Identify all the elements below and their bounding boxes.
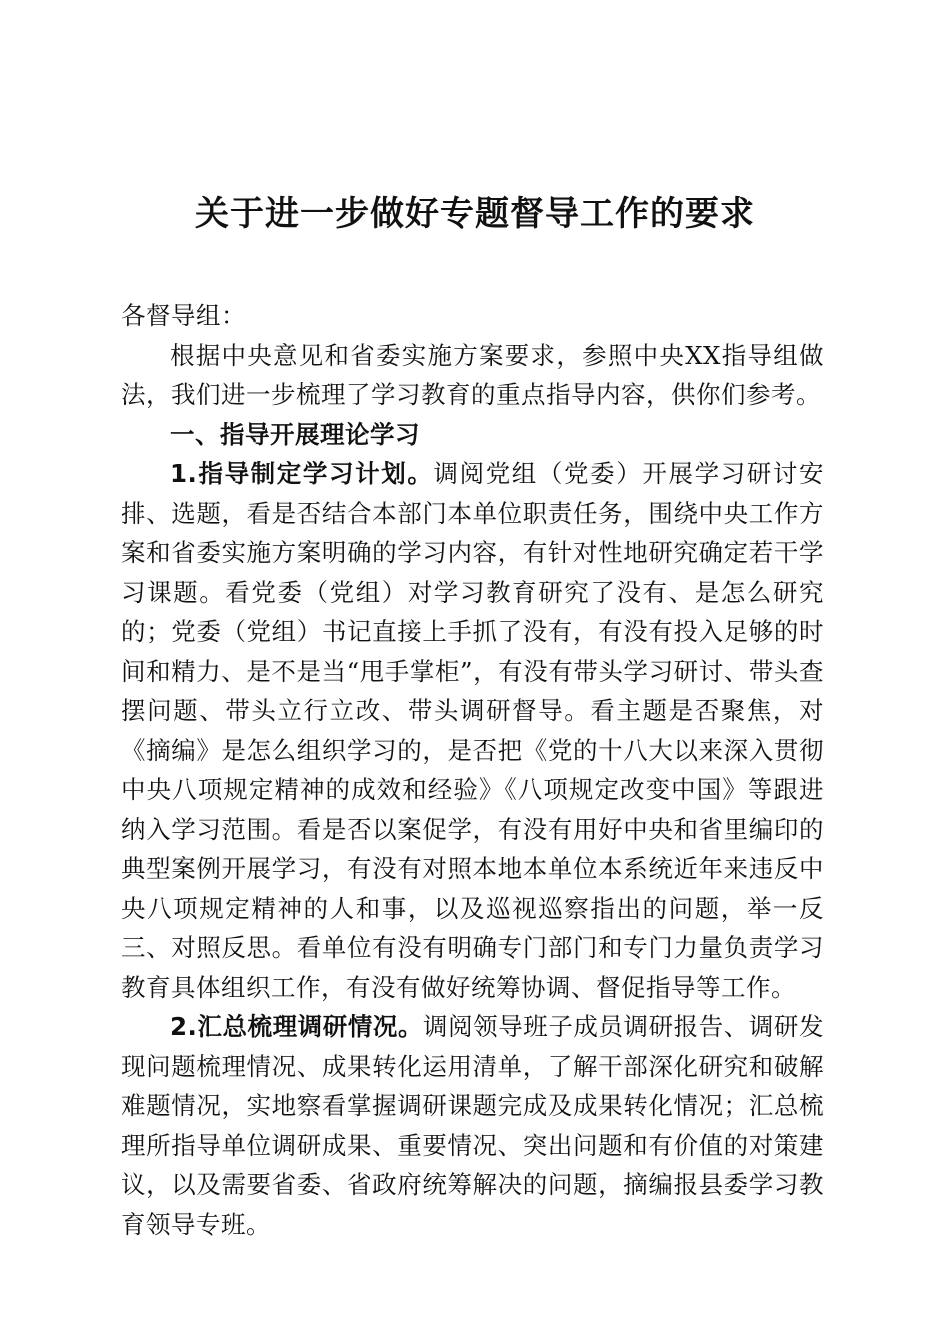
section-heading: 一、指导开展理论学习 [170,419,420,449]
intro-paragraph: 根据中央意见和省委实施方案要求，参照中央XX指导组做法，我们进一步梳理了学习教育的重点指导内容，供你们参考。 [121,340,824,409]
document-title: 关于进一步做好专题督导工作的要求 [195,194,755,234]
item-2-lead: 2.汇总梳理调研情况。 [170,1012,424,1041]
salutation: 各督导组： [121,301,246,330]
document-body [121,296,824,1244]
item-2-text: 调阅领导班子成员调研报告、调研发现问题梳理情况、成果转化运用清单，了解干部深化研究和破解难题情况，实地察看掌握调研课题完成及成果转化情况；汇总梳理所指导单位调研成果、重要情况、突出问题和有价值的对策建议，以及需要省委、省政府统筹解决的问题，摘编报县委学习教育领导专班。 [121,1012,824,1239]
item-1-text: 调阅党组（党委）开展学习研讨安排、选题，看是否结合本部门本单位职责任务，围绕中央工作方案和省委实施方案明确的学习内容，有针对性地研究确定若干学习课题。看党委（党组）对学习教育研究了没有、是怎么研究的；党委（党组）书记直接上手抓了没有，有没有投入足够的时间和精力、是不是当“甩手掌柜”，有没有带头学习研讨、带头查摆问题、带头立行立改、带头调研督导。看主题是否聚焦，对《摘编》是怎么组织学习的，是否把《党的十八大以来深入贯彻中央八项规定精神的成效和经验》《八项规定改变中国》等跟进纳入学习范围。看是否以案促学，有没有用好中央和省里编印的典型案例开展学习，有没有对照本地本单位本系统近年来违反中央八项规定精神的人和事，以及巡视巡察指出的问题，举一反三、对照反思。看单位有没有明确专门部门和专门力量负责学习教育具体组织工作，有没有做好统筹协调、督促指导等工作。 [121,459,825,1002]
item-2-paragraph [121,1007,824,1244]
item-1-lead: 1.指导制定学习计划。 [170,459,434,488]
item-1-paragraph [121,454,824,1007]
